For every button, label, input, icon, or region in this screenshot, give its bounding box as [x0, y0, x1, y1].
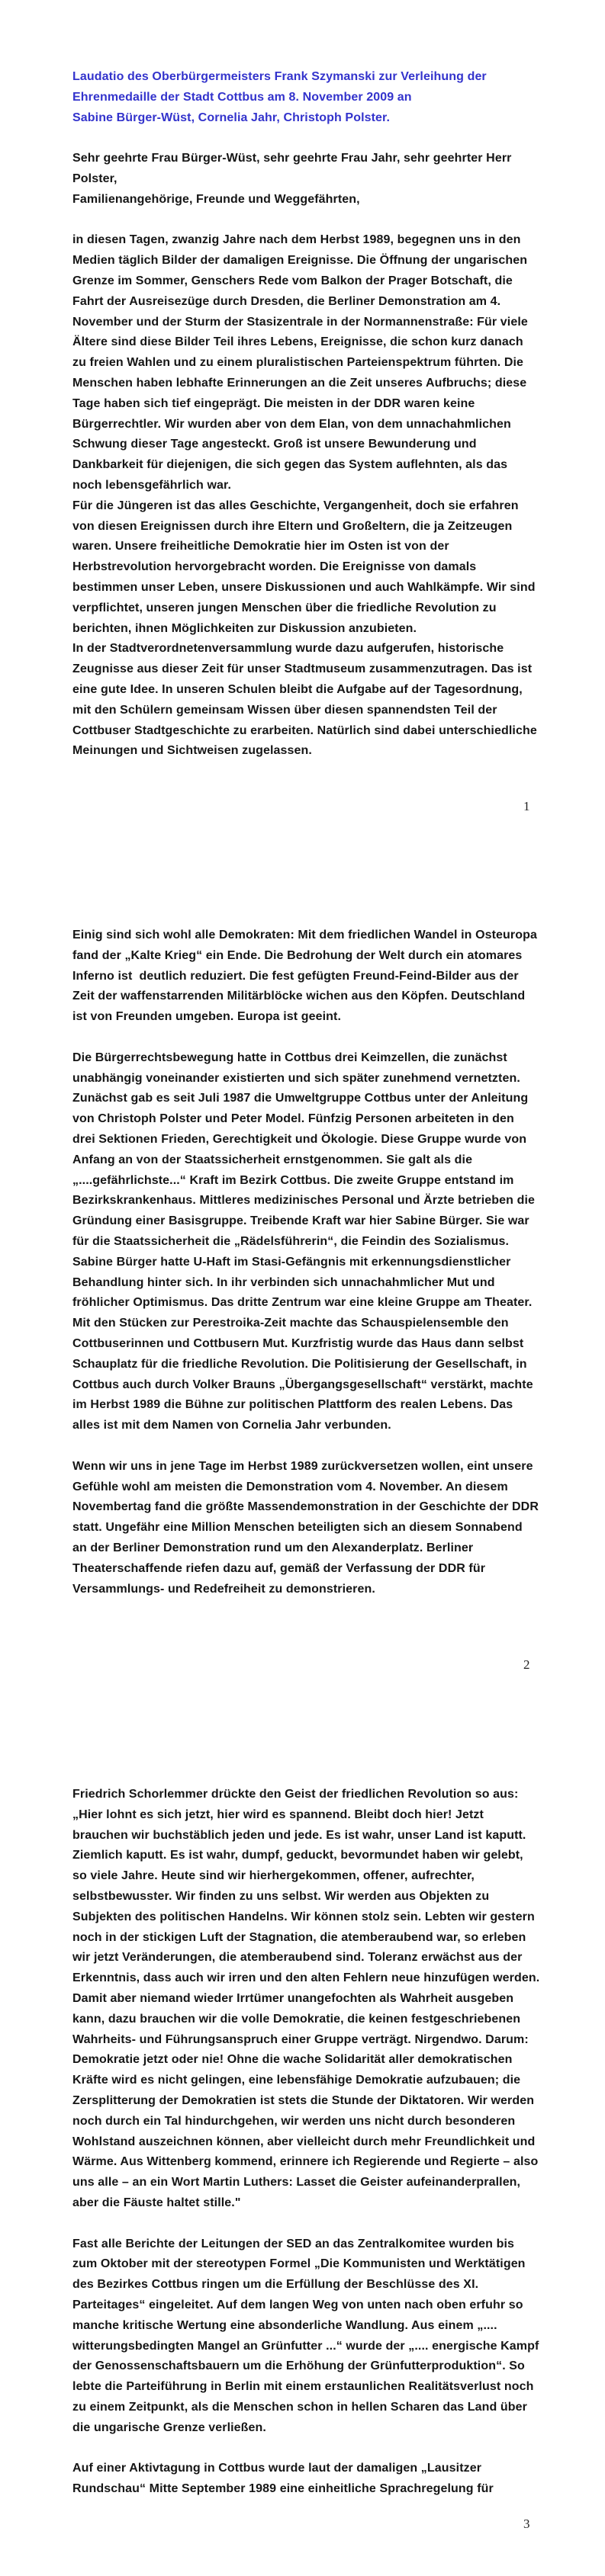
- text-line: In der Stadtverordnetenversammlung wurde dazu aufgerufen, historische: [72, 642, 504, 656]
- paragraph: [72, 230, 545, 762]
- paragraph: [72, 2459, 545, 2500]
- text-line: Ältere sind diese Bilder Teil ihres Lebens, Ereignisse, die schon kurz danach: [72, 335, 523, 349]
- text-line: Zeit der waffenstarrenden Militärblöcke wichen aus den Köpfen. Deutschland: [72, 990, 526, 1003]
- text-line: der Genossenschaftsbauern um die Erhöhung der Grünfutterproduktion“. So: [72, 2359, 525, 2373]
- text-line: Tage haben sich tief eingeprägt. Die meisten in der DDR waren keine: [72, 396, 475, 410]
- text-line: Für die Jüngeren ist das alles Geschichte, Vergangenheit, doch sie erfahren: [72, 499, 519, 512]
- text-line: für die Staatssicherheit die „Rädelsführerin“, die Feindin des Sozialismus.: [72, 1234, 510, 1248]
- text-line: zu freien Wahlen und zu einem pluralistischen Parteienspektrum führten. Die: [72, 356, 524, 370]
- page-content: [72, 925, 545, 1599]
- text-line: Zunächst gab es seit Juli 1987 die Umweltgruppe Cottbus unter der Anleitung: [72, 1092, 529, 1105]
- page-content: [72, 67, 545, 762]
- text-line: Rundschau“ Mitte September 1989 eine einheitliche Sprachregelung für: [72, 2482, 494, 2496]
- document-title: [72, 67, 545, 128]
- text-line: manche kritische Wertung eine absonderliche Wandlung. Aus einem „....: [72, 2318, 497, 2332]
- text-line: brauchen wir buchstäblich jeden und jede. Es ist wahr, unser Land ist kaputt.: [72, 1828, 526, 1842]
- page-number: 3: [523, 2517, 530, 2531]
- text-line: Theaterschaffende riefen dazu auf, gemäß der Verfassung der DDR für: [72, 1561, 486, 1575]
- text-line: Wenn wir uns in jene Tage im Herbst 1989 zurückversetzen wollen, eint unsere: [72, 1459, 533, 1473]
- text-line: fröhlicher Optimismus. Das dritte Zentrum war eine kleine Gruppe am Theater.: [72, 1296, 533, 1310]
- text-line: Cottbuserinnen und Cottbusern Mut. Kurzfristig wurde das Haus dann selbst: [72, 1336, 524, 1350]
- paragraph: [72, 1785, 545, 2214]
- title-line: Ehrenmedaille der Stadt Cottbus am 8. November 2009 an: [72, 90, 412, 104]
- text-line: Grenze im Sommer, Genschers Rede vom Balkon der Prager Botschaft, die: [72, 274, 513, 287]
- text-line: die ungarische Grenze verließen.: [72, 2420, 266, 2434]
- text-line: Kräfte wird es nicht gelingen, eine lebensfähige Demokratie aufzubauen; die: [72, 2074, 521, 2087]
- text-line: Dankbarkeit für diejenigen, die sich gegen das System auflehnten, als das: [72, 458, 508, 472]
- text-line: Inferno ist deutlich reduziert. Die fest gefügten Freund-Feind-Bilder aus der: [72, 969, 519, 983]
- text-line: Gefühle wohl am meisten die Demonstration vom 4. November. An diesem: [72, 1480, 508, 1493]
- text-line: Schauplatz für die friedliche Revolution. Die Politisierung der Gesellschaft, in: [72, 1357, 527, 1371]
- text-line: witterungsbedingten Mangel an Grünfutter ...“ wurde der „.... energische Kampf: [72, 2339, 539, 2353]
- text-line: eine gute Idee. In unseren Schulen bleibt die Aufgabe auf der Tagesordnung,: [72, 682, 523, 696]
- text-line: Fast alle Berichte der Leitungen der SED an das Zentralkomitee wurden bis: [72, 2237, 515, 2250]
- text-line: alles ist mit dem Namen von Cornelia Jahr verbunden.: [72, 1419, 391, 1432]
- text-line: Anfang an von der Staatssicherheit ernstgenommen. Sie galt als die: [72, 1153, 473, 1166]
- text-line: bestimmen unser Leben, unsere Diskussionen und auch Wahlkämpfe. Wir sind: [72, 580, 536, 594]
- title-line: Laudatio des Oberbürgermeisters Frank Szymanski zur Verleihung der: [72, 70, 487, 83]
- text-line: drei Sektionen Frieden, Gerechtigkeit und Ökologie. Diese Gruppe wurde von: [72, 1132, 527, 1146]
- text-line: berichten, ihnen Möglichkeiten zur Diskussion anzubieten.: [72, 621, 417, 635]
- page-number: 2: [523, 1657, 530, 1672]
- text-line: Erkenntnis, dass auch wir irren und den alten Fehlern neue hinzufügen werden.: [72, 1971, 540, 1985]
- paragraph: [72, 2234, 545, 2439]
- text-line: November und der Sturm der Stasizentrale in der Normannenstraße: Für viele: [72, 315, 528, 329]
- text-line: Wohlstand auszeichnen können, aber vielleicht durch mehr Freundlichkeit und: [72, 2135, 536, 2148]
- text-line: aber die Fäuste haltet stille.": [72, 2196, 241, 2209]
- text-line: Damit aber niemand wieder Irrtümer unangefochten als Wahrheit ausgeben: [72, 1991, 514, 2005]
- paragraph: [72, 1048, 545, 1436]
- text-line: Bezirkskrankenhaus. Mittleres medizinisches Personal und Ärzte betrieben die: [72, 1194, 536, 1208]
- text-line: wir jetzt Veränderungen, die atemberaubend sind. Toleranz erwächst aus der: [72, 1951, 523, 1965]
- text-line: „....gefährlichste...“ Kraft im Bezirk Cottbus. Die zweite Gruppe entstand im: [72, 1173, 514, 1187]
- page-3: [0, 1718, 605, 2576]
- text-line: Menschen haben lebhafte Erinnerungen an die Zeit unseres Aufbruchs; diese: [72, 376, 527, 390]
- text-line: Auf einer Aktivtagung in Cottbus wurde laut der damaligen „Lausitzer: [72, 2462, 482, 2475]
- text-line: uns alle – an ein Wort Martin Luthers: Lasset die Geister aufeinanderprallen,: [72, 2176, 521, 2189]
- text-line: von Christoph Polster und Peter Model. Fünfzig Personen arbeiteten in den: [72, 1112, 514, 1126]
- paragraph: [72, 149, 545, 210]
- text-line: Demokratie jetzt oder nie! Ohne die wache Solidarität aller demokratischen: [72, 2053, 513, 2067]
- text-line: Gründung einer Basisgruppe. Treibende Kraft war hier Sabine Bürger. Sie war: [72, 1214, 529, 1228]
- text-line: kann, dazu brauchen wir die volle Demokratie, die keinen festgeschriebenen: [72, 2012, 521, 2026]
- text-line: Sehr geehrte Frau Bürger-Wüst, sehr geehrte Frau Jahr, sehr geehrter Herr: [72, 152, 512, 165]
- text-line: Versammlungs- und Redefreiheit zu demonstrieren.: [72, 1582, 375, 1596]
- title-line: Sabine Bürger-Wüst, Cornelia Jahr, Christoph Polster.: [72, 111, 391, 124]
- text-line: Friedrich Schorlemmer drückte den Geist der friedlichen Revolution so aus:: [72, 1788, 519, 1801]
- text-line: verpflichtet, unseren jungen Menschen über die friedliche Revolution zu: [72, 601, 497, 614]
- text-line: zum Oktober mit der stereotypen Formel „Die Kommunisten und Werktätigen: [72, 2257, 526, 2271]
- text-line: „Hier lohnt es sich jetzt, hier wird es spannend. Bleibt doch hier! Jetzt: [72, 1808, 484, 1821]
- text-line: Parteitages“ eingeleitet. Auf dem langen Weg von unten nach oben erfuhr so: [72, 2298, 523, 2311]
- text-line: selbstbewusster. Wir finden zu uns selbst. Wir werden aus Objekten zu: [72, 1889, 490, 1903]
- paragraph: [72, 1457, 545, 1600]
- text-line: Wahrheits- und Führungsanspruch einer Gruppe verträgt. Nirgendwo. Darum:: [72, 2032, 529, 2046]
- page-content: [72, 1785, 545, 2500]
- text-line: Mit den Stücken zur Perestroika-Zeit machte das Schauspielensemble den: [72, 1317, 509, 1330]
- text-line: so viele Jahre. Heute sind wir hierhergekommen, offener, aufrechter,: [72, 1869, 475, 1883]
- text-line: waren. Unsere freiheitliche Demokratie hier im Osten ist von der: [72, 540, 449, 553]
- text-line: Zeugnisse aus dieser Zeit für unser Stadtmuseum zusammenzutragen. Das ist: [72, 662, 533, 676]
- text-line: noch durch ein Tal hindurchgehen, wir werden uns nicht durch besonderen: [72, 2114, 516, 2128]
- text-line: Familienangehörige, Freunde und Weggefährten,: [72, 192, 360, 206]
- text-line: Sabine Bürger hatte U-Haft im Stasi-Gefängnis mit erkennungsdienstlicher: [72, 1255, 511, 1269]
- text-line: Die Bürgerrechtsbewegung hatte in Cottbus drei Keimzellen, die zunächst: [72, 1051, 507, 1064]
- text-line: ist von Freunden umgeben. Europa ist geeint.: [72, 1010, 341, 1024]
- text-line: unabhängig voneinander existierten und sich später zunehmend vernetzten.: [72, 1071, 520, 1085]
- text-line: Meinungen und Sichtweisen zugelassen.: [72, 744, 312, 758]
- paragraph: [72, 925, 545, 1028]
- text-line: Polster,: [72, 172, 117, 185]
- page-number: 1: [523, 799, 530, 813]
- text-line: zu einem Zeitpunkt, als die Menschen schon in hellen Scharen das Land über: [72, 2400, 527, 2414]
- text-line: im Herbst 1989 die Bühne zur politischen Plattform des realen Lebens. Das: [72, 1398, 513, 1412]
- text-line: von diesen Ereignissen durch ihre Eltern und Großeltern, die ja Zeitzeugen: [72, 519, 513, 533]
- text-line: Schwung dieser Tage angesteckt. Groß ist unsere Bewunderung und: [72, 438, 477, 451]
- text-line: statt. Ungefähr eine Million Menschen beteiligten sich an diesem Sonnabend: [72, 1521, 523, 1535]
- text-line: Wärme. Aus Wittenberg kommend, erinnere ich Regierende und Regierte – also: [72, 2155, 539, 2169]
- text-line: Subjekten des politischen Handelns. Wir können stolz sein. Lebten wir gestern: [72, 1910, 535, 1923]
- text-line: Ziemlich kaputt. Es ist wahr, dumpf, geduckt, bevormundet haben wir gelebt,: [72, 1849, 523, 1862]
- text-line: Fahrt der Ausreisezüge durch Dresden, die Berliner Demonstration am 4.: [72, 294, 501, 308]
- text-line: Novembertag fand die größte Massendemonstration in der Geschichte der DDR: [72, 1500, 539, 1514]
- text-line: an der Berliner Demonstration rund um den Alexanderplatz. Berliner: [72, 1541, 474, 1554]
- text-line: des Bezirkes Cottbus ringen um die Erfüllung der Beschlüsse des XI.: [72, 2278, 479, 2292]
- text-line: Cottbus auch durch Volker Brauns „Übergangsgesellschaft“ verstärkt, machte: [72, 1378, 533, 1391]
- text-line: fand der „Kalte Krieg“ ein Ende. Die Bedrohung der Welt durch ein atomares: [72, 948, 523, 962]
- text-line: lebte die Parteiführung in Berlin mit einem erstaunlichen Realitätsverlust noch: [72, 2380, 534, 2394]
- text-line: Herbstrevolution hervorgebracht worden. Die Ereignisse von damals: [72, 560, 477, 574]
- text-line: Medien täglich Bilder der damaligen Ereignisse. Die Öffnung der ungarischen: [72, 254, 528, 268]
- text-line: Zersplitterung der Demokratien ist stets die Stunde der Diktatoren. Wir werden: [72, 2093, 535, 2107]
- text-line: Cottbuser Stadtgeschichte zu erarbeiten. Natürlich sind dabei unterschiedliche: [72, 723, 537, 737]
- text-line: mit den Schülern gemeinsam Wissen über diesen spannendsten Teil der: [72, 703, 497, 717]
- text-line: noch in der stickigen Luft der Stagnation, die atemberaubend war, so erleben: [72, 1930, 526, 1944]
- text-line: Behandlung hinter sich. In ihr verbinden sich unnachahmlicher Mut und: [72, 1275, 495, 1289]
- text-line: in diesen Tagen, zwanzig Jahre nach dem Herbst 1989, begegnen uns in den: [72, 233, 521, 247]
- text-line: Bürgerrechtler. Wir wurden aber von dem Elan, von dem unnachahmlichen: [72, 417, 511, 431]
- text-line: noch lebensgefährlich war.: [72, 478, 231, 492]
- text-line: Einig sind sich wohl alle Demokraten: Mit dem friedlichen Wandel in Osteuropa: [72, 929, 537, 942]
- page-2: [0, 858, 605, 1717]
- page-1: [0, 0, 605, 858]
